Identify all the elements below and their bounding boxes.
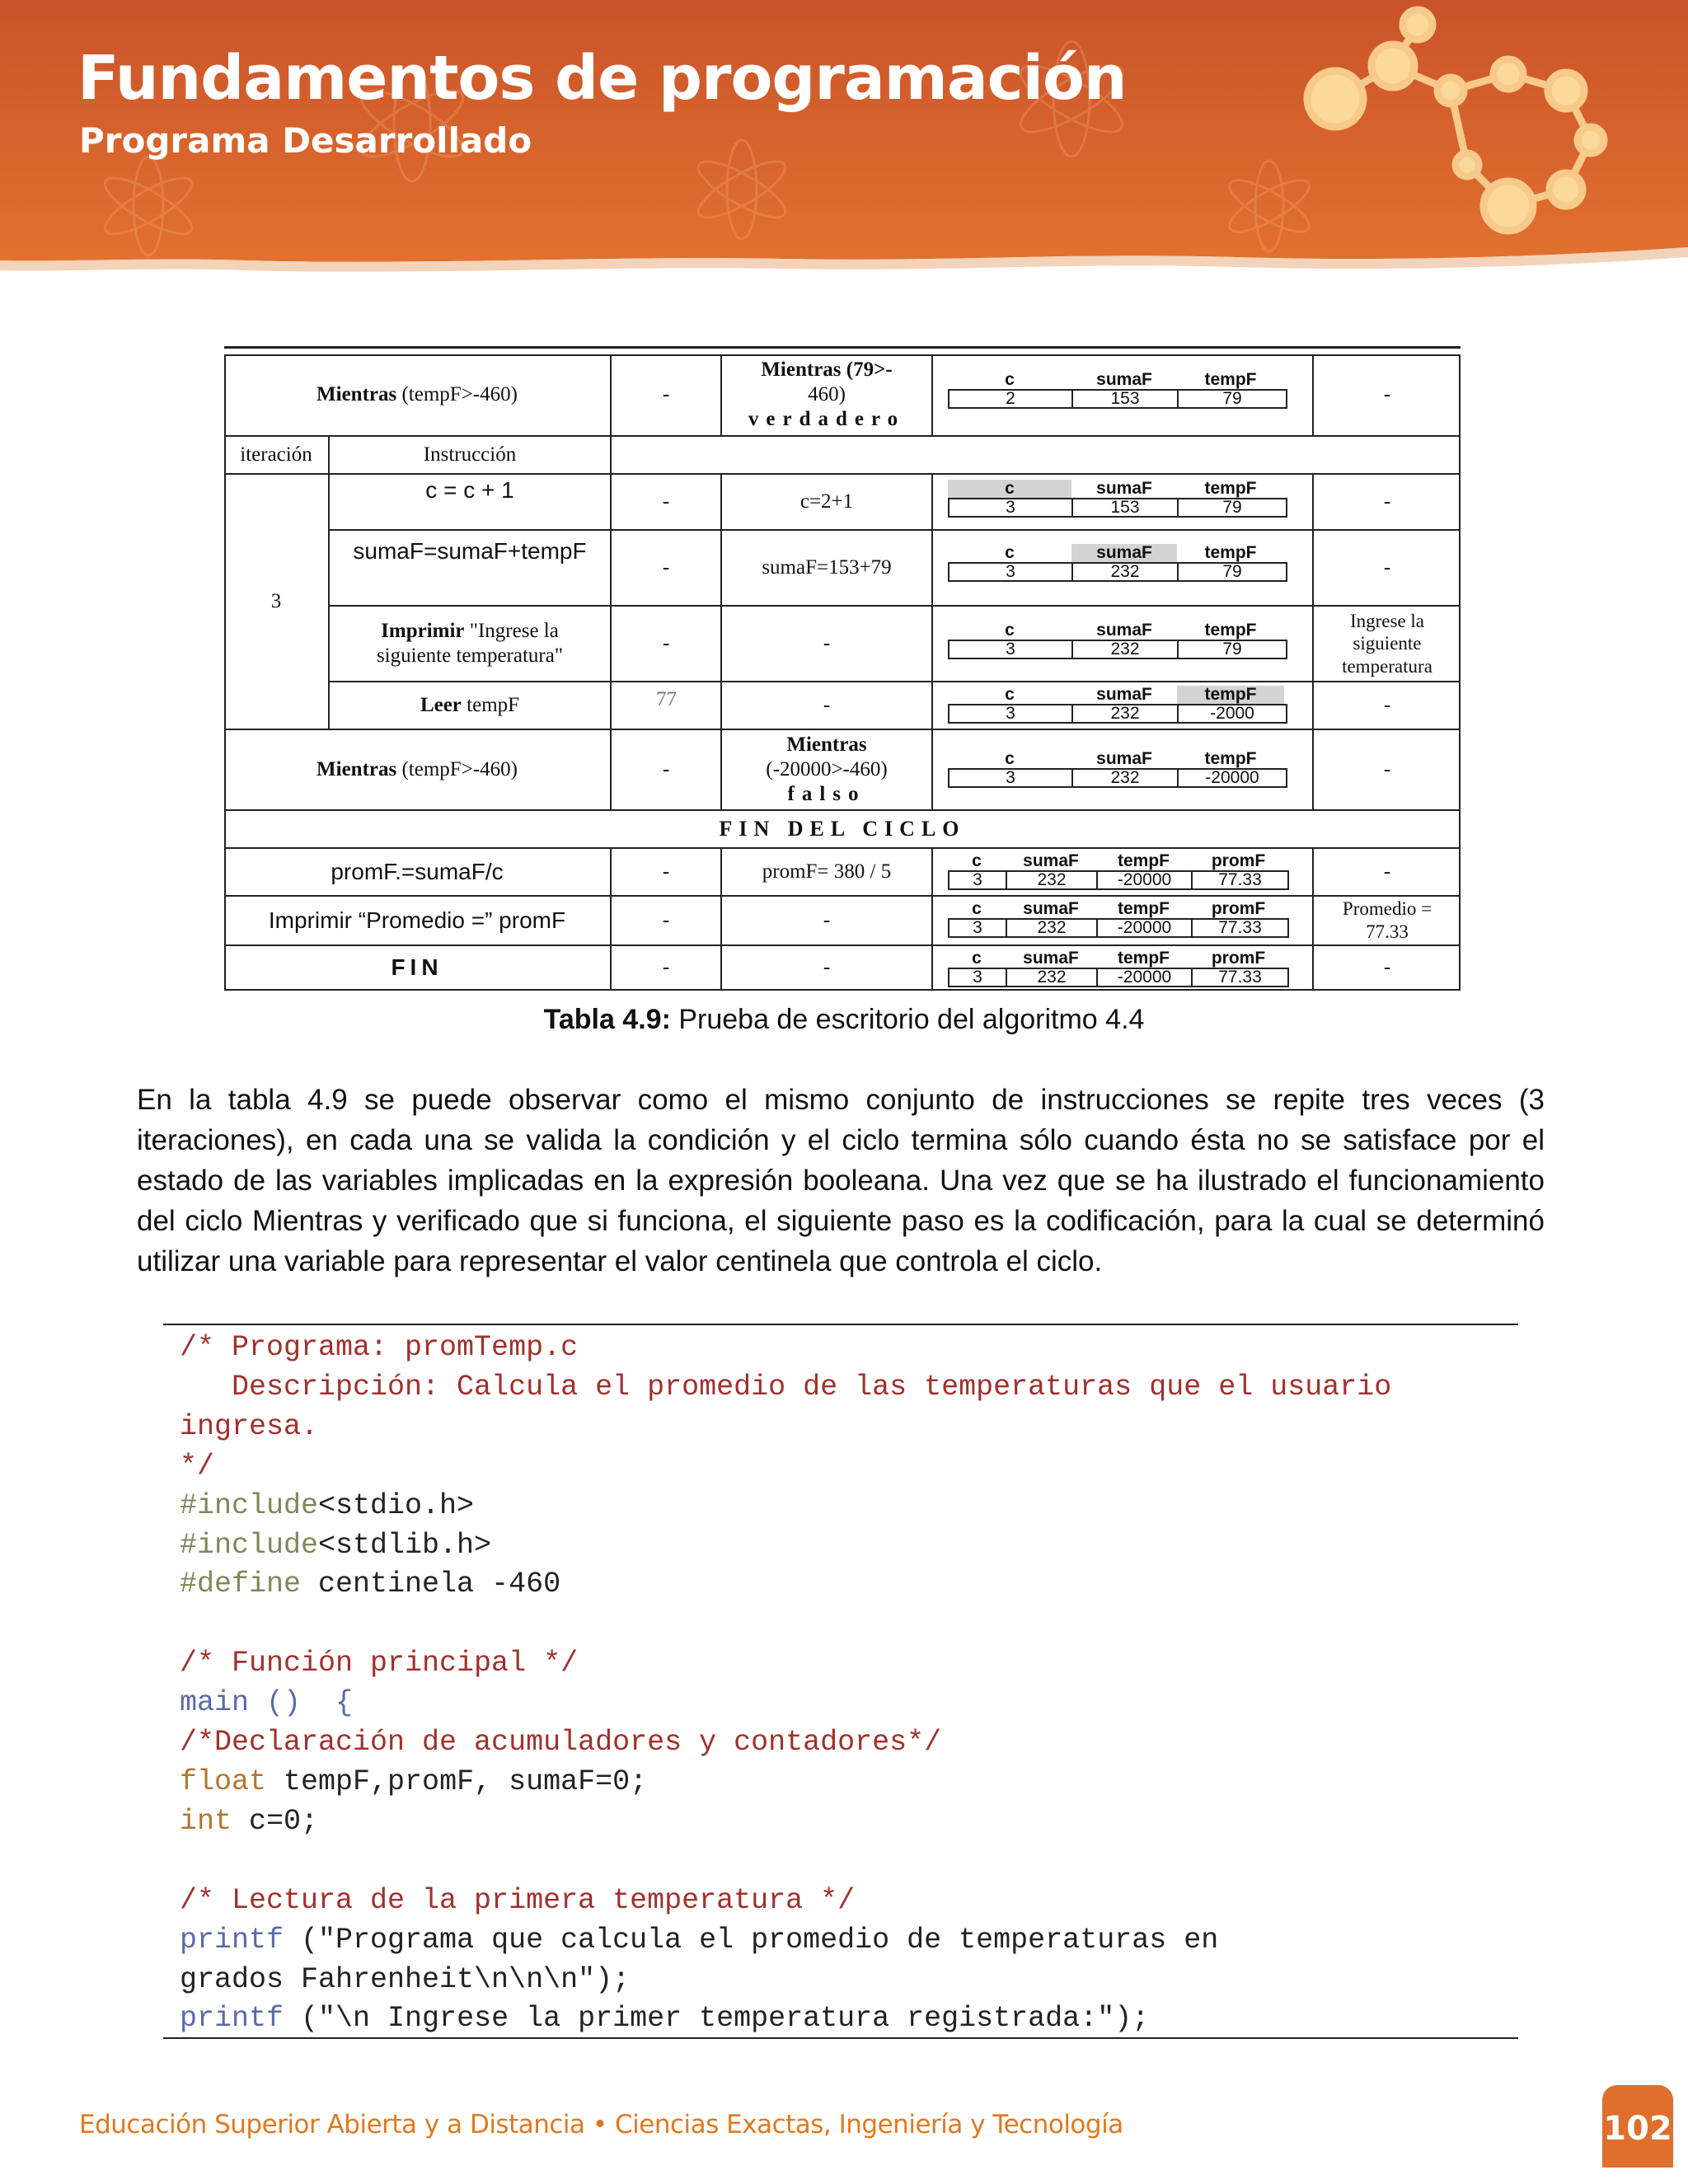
caption-label: Tabla 4.9: — [543, 1004, 671, 1035]
code-token: #include — [180, 1488, 319, 1522]
row-suma-variables: c sumaF tempF 3 232 79 — [933, 531, 1314, 607]
row-read-variables: c sumaF tempF 3 232 -2000 — [933, 682, 1314, 730]
code-bottom-rule — [163, 2037, 1518, 2039]
code-token: int — [180, 1804, 232, 1838]
row-suma-input: - — [612, 531, 722, 607]
header-blank — [612, 437, 1461, 475]
row-while2-instruction: Mientras (tempF>-460) — [224, 730, 612, 811]
row-suma-operation: sumaF=153+79 — [722, 531, 933, 607]
code-top-rule — [163, 1324, 1518, 1325]
row-print2-output: Promedio = 77.33 — [1314, 897, 1461, 946]
code-token: printf — [180, 1923, 284, 1957]
header-iteracion: iteración — [224, 437, 330, 475]
row-print2-instruction: Imprimir “Promedio =” promF — [224, 897, 612, 946]
row-print-operation: - — [722, 607, 933, 682]
row1-output: - — [1314, 354, 1461, 437]
row-read-input: 77 — [612, 682, 722, 730]
code-line: ingresa. — [180, 1409, 319, 1443]
iteration-number: 3 — [224, 475, 330, 730]
row-while2-operation: Mientras (-20000>-460) falso — [722, 730, 933, 811]
row1-variables: c sumaF tempF 2 153 79 — [933, 354, 1314, 437]
row-print-output: Ingrese la siguiente temperatura — [1314, 607, 1461, 682]
row-fin-instruction: FIN — [224, 946, 612, 991]
row-prom-input: - — [612, 849, 722, 897]
code-line: /*Declaración de acumuladores y contadores*/ — [180, 1726, 942, 1760]
row-c-instruction: c = c + 1 — [330, 475, 612, 531]
row-suma-instruction: sumaF=sumaF+tempF — [330, 531, 612, 607]
row-prom-instruction: promF.=sumaF/c — [224, 849, 612, 897]
row-print-instruction: Imprimir "Ingrese la siguiente temperatura" — [330, 607, 612, 682]
code-line: main () { — [180, 1686, 354, 1720]
code-token: #define — [180, 1568, 302, 1601]
row-read-output: - — [1314, 682, 1461, 730]
code-line: grados Fahrenheit\n\n\n"); — [180, 1962, 631, 1996]
row-print-variables: c sumaF tempF 3 232 79 — [933, 607, 1314, 682]
page-number: 102 — [1603, 2110, 1672, 2148]
row-c-operation: c=2+1 — [722, 475, 933, 531]
header-instruccion: Instrucción — [330, 437, 612, 475]
row-prom-output: - — [1314, 849, 1461, 897]
code-token: <stdlib.h> — [318, 1528, 492, 1562]
end-loop-row: FIN DEL CICLO — [224, 811, 1461, 849]
row-fin-output: - — [1314, 946, 1461, 991]
row-while2-input: - — [612, 730, 722, 811]
table-caption — [0, 1004, 1688, 1036]
footer-text: Educación Superior Abierta y a Distancia • Ciencias Exactas, Ingeniería y Tecnología — [79, 2110, 1123, 2139]
row-while2-variables: c sumaF tempF 3 232 -20000 — [933, 730, 1314, 811]
row-fin-variables: c sumaF tempF promF 3 232 -20000 77.33 — [933, 946, 1314, 991]
row-while2-output: - — [1314, 730, 1461, 811]
code-token: tempF,promF, sumaF=0; — [266, 1765, 648, 1798]
row-c-variables: c sumaF tempF 3 153 79 — [933, 475, 1314, 531]
row-print2-variables: c sumaF tempF promF 3 232 -20000 77.33 — [933, 897, 1314, 946]
row1-input: - — [612, 354, 722, 437]
code-line: /* Función principal */ — [180, 1647, 579, 1680]
page-header — [0, 0, 1688, 276]
table-top-rule — [224, 346, 1461, 349]
row1-operation: Mientras (79>- 460) verdadero — [722, 354, 933, 437]
row-print2-operation: - — [722, 897, 933, 946]
row-print2-input: - — [612, 897, 722, 946]
code-token: float — [180, 1765, 267, 1798]
row-fin-input: - — [612, 946, 722, 991]
code-token: printf — [180, 2002, 284, 2036]
row-fin-operation: - — [722, 946, 933, 991]
body-paragraph: En la tabla 4.9 se puede observar como el mismo conjunto de instrucciones se repite tres veces (3 iteraciones), en cada una se valida la condición y el ciclo termina sólo cuando ésta no se satisface por el estado de las variables implicadas en la expresión booleana. Una vez que se ha ilustrado el funcionamiento del ciclo Mientras y verificado que si funciona, el siguiente paso es la codificación, para la cual se determinó utilizar una variable para representar el valor centinela que controla el ciclo. — [137, 1084, 1545, 1277]
row-suma-output: - — [1314, 531, 1461, 607]
row-c-input: - — [612, 475, 722, 531]
code-token: ("\n Ingrese la primer temperatura registrada:"); — [284, 2002, 1150, 2036]
row-prom-operation: promF= 380 / 5 — [722, 849, 933, 897]
row1-instruction: Mientras (tempF>-460) — [224, 354, 612, 437]
code-listing — [163, 1324, 1518, 2039]
code-line: */ — [180, 1449, 215, 1483]
code-line: /* Lectura de la primera temperatura */ — [180, 1883, 856, 1917]
row-print-input: - — [612, 607, 722, 682]
code-line: Descripción: Calcula el promedio de las temperaturas que el usuario — [180, 1370, 1392, 1404]
code-token: <stdio.h> — [318, 1488, 475, 1522]
code-token: centinela -460 — [301, 1568, 561, 1601]
row-read-instruction: Leer tempF — [330, 682, 612, 730]
code-token: #include — [180, 1528, 319, 1562]
page-subtitle: Programa Desarrollado — [79, 120, 532, 161]
desk-check-table — [224, 346, 1461, 991]
code-line: /* Programa: promTemp.c — [180, 1331, 579, 1364]
code-token: ("Programa que calcula el promedio de temperaturas en — [284, 1923, 1219, 1957]
code-token: c=0; — [232, 1804, 319, 1838]
code-body — [180, 1329, 1391, 2039]
caption-text: Prueba de escritorio del algoritmo 4.4 — [670, 1004, 1145, 1035]
row-c-output: - — [1314, 475, 1461, 531]
row-read-operation: - — [722, 682, 933, 730]
page-title: Fundamentos de programación — [77, 43, 1127, 114]
row-prom-variables: c sumaF tempF promF 3 232 -20000 77.33 — [933, 849, 1314, 897]
